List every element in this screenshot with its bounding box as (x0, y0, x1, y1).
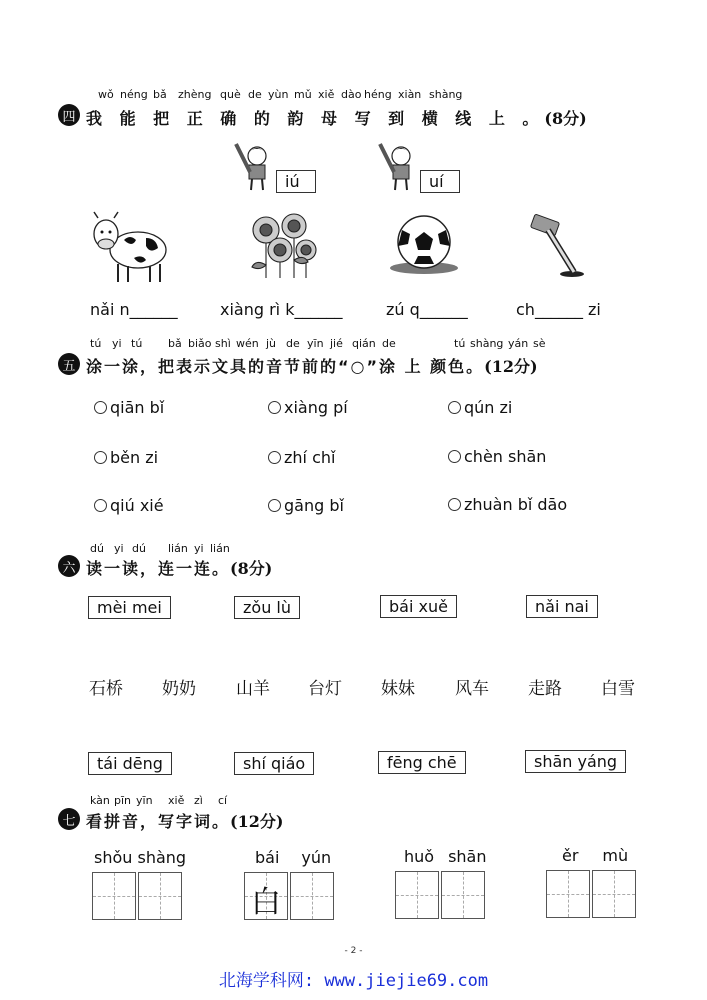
pinyin: yi (194, 542, 204, 555)
page-number: - 2 - (344, 946, 363, 956)
pinyin: de (382, 337, 396, 350)
match-top-zou-lu[interactable]: zǒu lù (234, 596, 300, 619)
match-bottom-shi-qiao[interactable]: shí qiáo (234, 752, 314, 775)
match-top-bai-xue[interactable]: bái xuě (380, 595, 457, 618)
match-word[interactable]: 台灯 (308, 679, 342, 699)
option-circle[interactable] (94, 499, 107, 512)
section-5-title-text: 涂一涂，把表示文具的音节前的“○”涂 上 颜色。 (86, 357, 485, 376)
section-6-points: (8分) (230, 559, 273, 578)
pinyin: yīn (307, 337, 324, 350)
match-word[interactable]: 奶奶 (162, 679, 196, 699)
pinyin: wén (236, 337, 259, 350)
kid-with-pencil-icon (378, 142, 424, 192)
option-xiang-pi[interactable] (268, 398, 348, 417)
writing-box[interactable] (546, 870, 590, 918)
section-7-title (86, 809, 283, 832)
section-4-points: (8分) (544, 109, 587, 128)
pinyin: jù (266, 337, 277, 350)
pinyin-syllable: yún (301, 848, 332, 867)
word-pinyin (94, 848, 186, 867)
option-circle[interactable] (268, 499, 281, 512)
fill-item-4 (516, 300, 601, 319)
pinyin: zì (194, 794, 203, 807)
match-bottom-shan-yang[interactable]: shān yáng (525, 750, 626, 773)
pinyin: wǒ (98, 88, 114, 101)
match-word[interactable]: 走路 (528, 679, 562, 699)
writing-box[interactable] (441, 871, 485, 919)
pinyin: mǔ (294, 88, 312, 101)
pinyin-syllable: shàng (137, 848, 187, 867)
option-label: běn zi (110, 448, 159, 467)
pinyin: xiě (168, 794, 185, 807)
option-label: xiàng pí (284, 398, 348, 417)
word-pinyin (404, 847, 487, 866)
match-word[interactable]: 白雪 (601, 679, 635, 699)
pinyin: kàn (90, 794, 110, 807)
pinyin: de (248, 88, 262, 101)
pinyin: dú (132, 542, 146, 555)
option-zhi-chi[interactable] (268, 448, 335, 467)
fill-prefix: xiàng rì k (220, 300, 295, 319)
option-circle[interactable] (94, 401, 107, 414)
fill-prefix: nǎi n (90, 300, 130, 319)
match-top-nai-nai[interactable]: nǎi nai (526, 595, 598, 618)
option-qun-zi[interactable] (448, 398, 512, 417)
pinyin: de (286, 337, 300, 350)
section-7-points: (12分) (230, 812, 284, 831)
match-word[interactable]: 妹妹 (381, 679, 415, 699)
option-label: qiān bǐ (110, 398, 165, 417)
s5-pinyin-row (90, 337, 560, 351)
pinyin-syllable: shǒu (94, 848, 133, 867)
fill-prefix: ch (516, 300, 535, 319)
pinyin: bǎ (168, 337, 182, 350)
writing-box[interactable] (290, 872, 334, 920)
match-bottom-tai-deng[interactable]: tái dēng (88, 752, 172, 775)
option-circle[interactable] (94, 451, 107, 464)
section-6-title-text: 读一读，连一连。 (86, 559, 231, 578)
option-circle[interactable] (448, 450, 461, 463)
footer-website[interactable]: 北海学科网: www.jiejie69.com (218, 971, 489, 991)
pinyin: xiàn (398, 88, 422, 101)
option-qiu-xie[interactable] (94, 496, 164, 515)
rhyme-card-iu: iú (276, 170, 316, 193)
writing-box[interactable] (395, 871, 439, 919)
option-zhuan-bi-dao[interactable] (448, 495, 567, 514)
match-word[interactable]: 风车 (455, 679, 489, 699)
answer-blank[interactable]: ______ (419, 300, 468, 319)
writing-box[interactable] (138, 872, 182, 920)
option-circle[interactable] (268, 451, 281, 464)
section-4-title (86, 106, 587, 129)
section-7-title-text: 看拼音，写字词。 (86, 812, 231, 831)
pinyin: dú (90, 542, 104, 555)
section-4-title-text: 我 能 把 正 确 的 韵 母 写 到 横 线 上 。 (86, 109, 545, 128)
fill-suffix: zi (588, 300, 601, 319)
option-ben-zi[interactable] (94, 448, 158, 467)
kid-with-pencil-icon (234, 142, 280, 192)
written-char: 白 (251, 885, 281, 920)
pinyin: lián (210, 542, 230, 555)
section-6-badge: 六 (58, 555, 80, 577)
rhyme-card-ui: uí (420, 170, 460, 193)
pinyin: yi (114, 542, 124, 555)
answer-blank[interactable]: ______ (294, 300, 343, 319)
fill-item-1 (90, 300, 178, 319)
match-bottom-feng-che[interactable]: fēng chē (378, 751, 466, 774)
pinyin: xiě (318, 88, 335, 101)
match-top-mei-mei[interactable]: mèi mei (88, 596, 171, 619)
answer-blank[interactable]: ______ (129, 300, 178, 319)
pinyin: cí (218, 794, 228, 807)
pinyin-syllable: mù (602, 846, 629, 865)
pinyin-syllable: huǒ (404, 847, 435, 866)
pinyin: yùn (268, 88, 289, 101)
option-label: gāng bǐ (284, 496, 344, 515)
pinyin: què (220, 88, 241, 101)
pinyin: yīn (136, 794, 153, 807)
option-label: qiú xié (110, 496, 164, 515)
s4-pinyin-row (98, 88, 463, 102)
option-label: chèn shān (464, 447, 547, 466)
option-qian-bi[interactable] (94, 398, 164, 417)
s6-pinyin-row (90, 542, 250, 556)
option-circle[interactable] (448, 401, 461, 414)
sunflower-icon (246, 210, 320, 280)
pinyin: yán (508, 337, 529, 350)
pinyin: pīn (114, 794, 132, 807)
option-label: zhí chǐ (284, 448, 336, 467)
fill-item-2 (220, 300, 342, 319)
pinyin: biǎo (188, 337, 212, 350)
fill-prefix: zú q (386, 300, 420, 319)
pinyin: jié (330, 337, 343, 350)
section-5-badge: 五 (58, 353, 80, 375)
writing-box[interactable] (92, 872, 136, 920)
pinyin: shì (215, 337, 231, 350)
pinyin-syllable: ěr (562, 846, 579, 865)
word-pinyin (255, 848, 331, 867)
option-label: zhuàn bǐ dāo (464, 495, 568, 514)
pinyin: néng (120, 88, 148, 101)
section-5-title (86, 354, 538, 377)
writing-box[interactable] (592, 870, 636, 918)
option-chen-shan[interactable] (448, 447, 546, 466)
hammer-icon (528, 212, 588, 278)
pinyin: tú (90, 337, 102, 350)
answer-blank[interactable]: ______ (534, 300, 583, 319)
s7-pinyin-row (90, 794, 250, 808)
pinyin: héng (364, 88, 392, 101)
section-5-points: (12分) (484, 357, 538, 376)
section-7-badge: 七 (58, 808, 80, 830)
option-gang-bi[interactable] (268, 496, 344, 515)
pinyin: shàng (429, 88, 463, 101)
cow-icon (88, 210, 170, 284)
pinyin-syllable: shān (448, 847, 487, 866)
match-word[interactable]: 山羊 (236, 679, 270, 699)
writing-box[interactable] (244, 872, 288, 920)
soccer-ball-icon (388, 212, 460, 276)
pinyin: zhèng (178, 88, 212, 101)
word-pinyin (562, 846, 628, 865)
option-circle[interactable] (268, 401, 281, 414)
pinyin-syllable: bái (255, 848, 280, 867)
option-circle[interactable] (448, 498, 461, 511)
pinyin: tú (131, 337, 143, 350)
section-6-title (86, 556, 272, 579)
pinyin: shàng (470, 337, 504, 350)
pinyin: sè (533, 337, 546, 350)
pinyin: yi (112, 337, 122, 350)
pinyin: qián (352, 337, 376, 350)
pinyin: lián (168, 542, 188, 555)
option-label: qún zi (464, 398, 513, 417)
fill-item-3 (386, 300, 468, 319)
pinyin: bǎ (153, 88, 167, 101)
section-4-badge: 四 (58, 104, 80, 126)
pinyin: tú (454, 337, 466, 350)
pinyin: dào (341, 88, 362, 101)
match-word[interactable]: 石桥 (89, 679, 123, 699)
